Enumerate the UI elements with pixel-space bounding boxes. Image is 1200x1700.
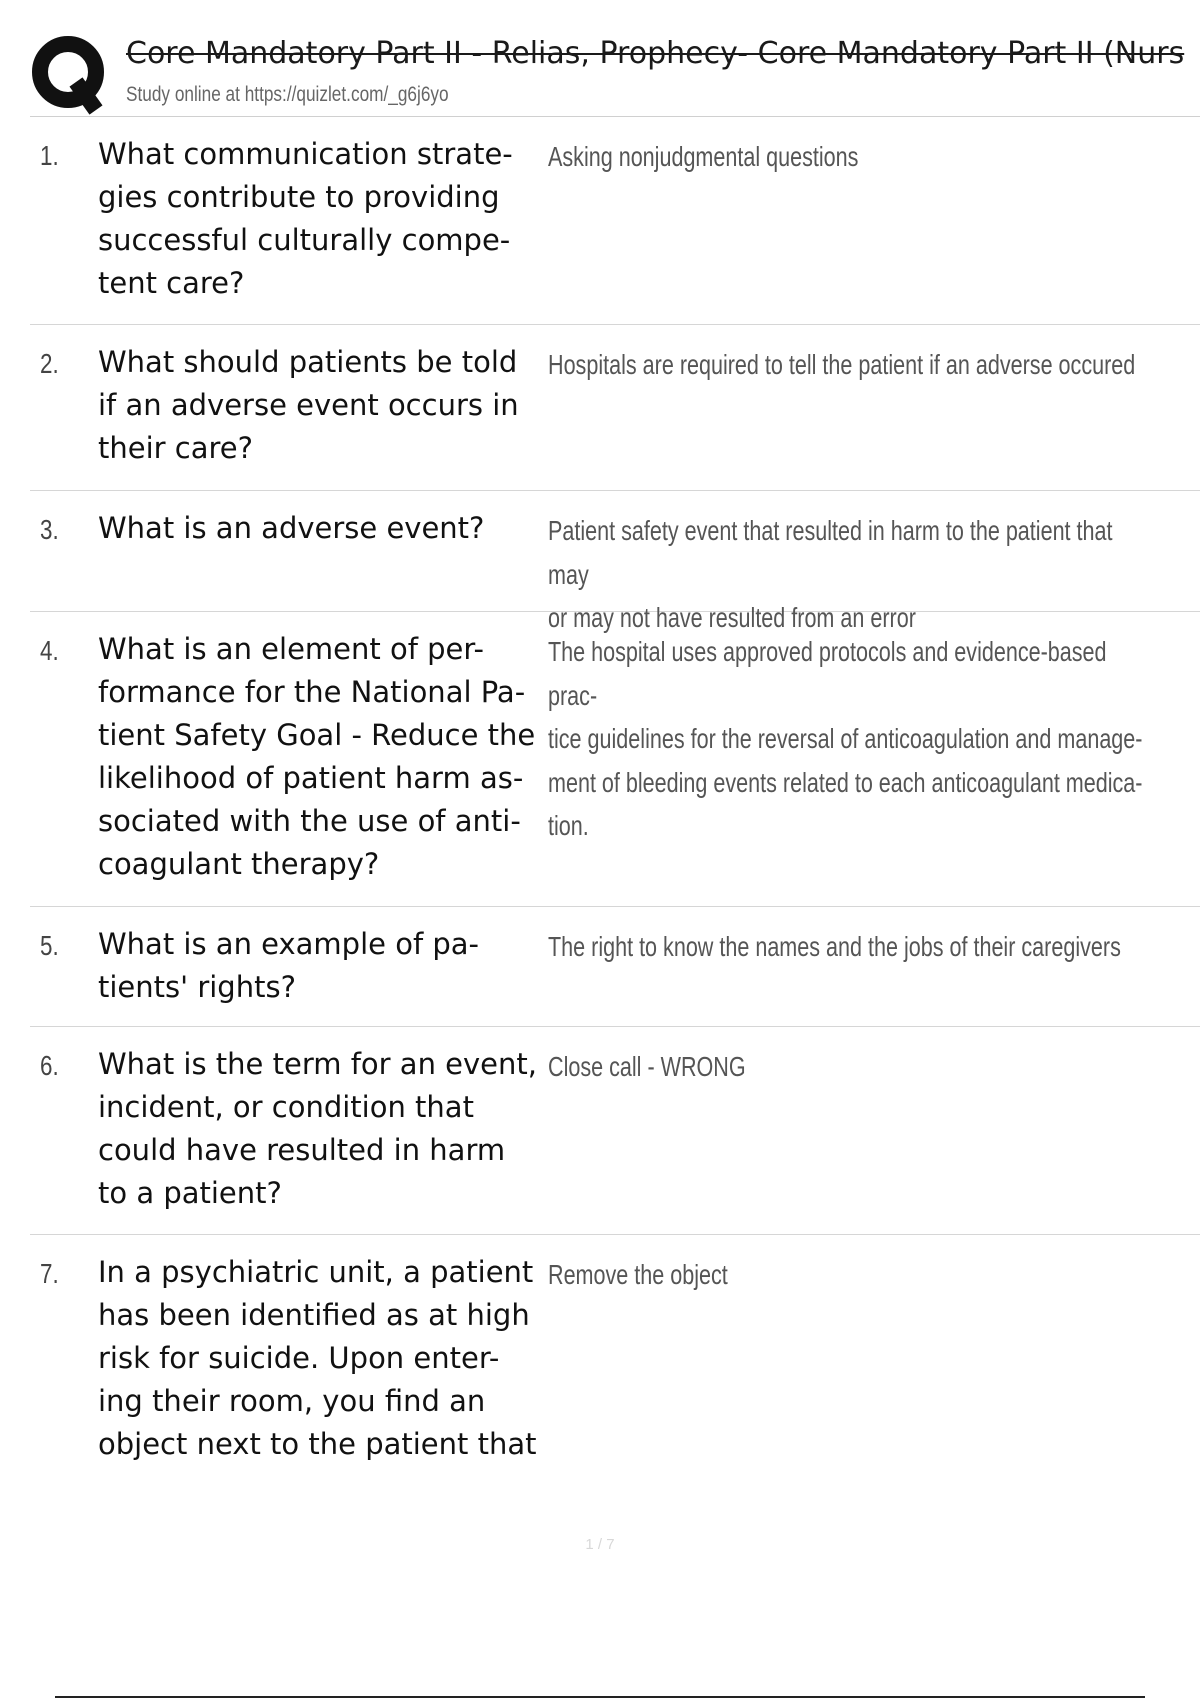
- card-definition: Asking nonjudgmental questions: [548, 141, 859, 172]
- card-term: What communication strate- gies contribute to providing successful culturally compe- tent care?: [98, 137, 513, 300]
- flashcard-row: [30, 117, 1200, 325]
- card-definition: Patient safety event that resulted in harm to the patient that may or may not have resulted from an error: [548, 515, 1113, 633]
- flashcard-list: [30, 117, 1200, 1495]
- deck-title: Core Mandatory Part II - Relias, Prophecy- Core Mandatory Part II (Nurs: [126, 36, 1185, 71]
- card-term: In a psychiatric unit, a patient has been identified as at high risk for suicide. Upon enter- ing their room, you find an object next to the patient that: [98, 1255, 537, 1461]
- card-term: What is the term for an event, incident, or condition that could have resulted in harm to a patient?: [98, 1047, 537, 1210]
- flashcard-row: [30, 612, 1200, 907]
- card-definition: The right to know the names and the jobs of their caregivers: [548, 931, 1121, 962]
- flashcard-row: [30, 907, 1200, 1027]
- card-number: 7.: [40, 1258, 59, 1289]
- document-header: [30, 28, 1200, 118]
- card-number: 4.: [40, 635, 59, 666]
- card-number: 3.: [40, 514, 59, 545]
- card-number: 6.: [40, 1050, 59, 1081]
- study-url[interactable]: Study online at https://quizlet.com/_g6j6yo: [126, 83, 449, 106]
- quizlet-q-logo-icon: [30, 30, 138, 116]
- card-number: 2.: [40, 348, 59, 379]
- card-number: 5.: [40, 930, 59, 961]
- card-definition: Close call - WRONG: [548, 1051, 746, 1082]
- flashcard-row: [30, 1027, 1200, 1235]
- card-term: What is an adverse event?: [98, 511, 485, 545]
- page-number: 1 / 7: [585, 1536, 615, 1553]
- card-term: What is an example of pa- tients' rights?: [98, 927, 480, 1004]
- card-definition: The hospital uses approved protocols and evidence-based prac- tice guidelines for the reversal of anticoagulation and manage- ment of bleeding events related to each anticoagulant medica- tion.: [548, 636, 1143, 841]
- card-definition: Remove the object: [548, 1259, 728, 1290]
- footer-divider: [55, 1696, 1145, 1698]
- card-number: 1.: [40, 140, 59, 171]
- card-definition: Hospitals are required to tell the patient if an adverse occured: [548, 349, 1136, 380]
- flashcard-row: [30, 1235, 1200, 1495]
- flashcard-row: [30, 491, 1200, 633]
- card-term: What is an element of per- formance for the National Pa- tient Safety Goal - Reduce the likelihood of patient harm as- sociated with the use of anti- coagulant therapy?: [98, 632, 536, 881]
- flashcard-row: [30, 325, 1200, 491]
- card-term: What should patients be told if an adverse event occurs in their care?: [98, 345, 519, 465]
